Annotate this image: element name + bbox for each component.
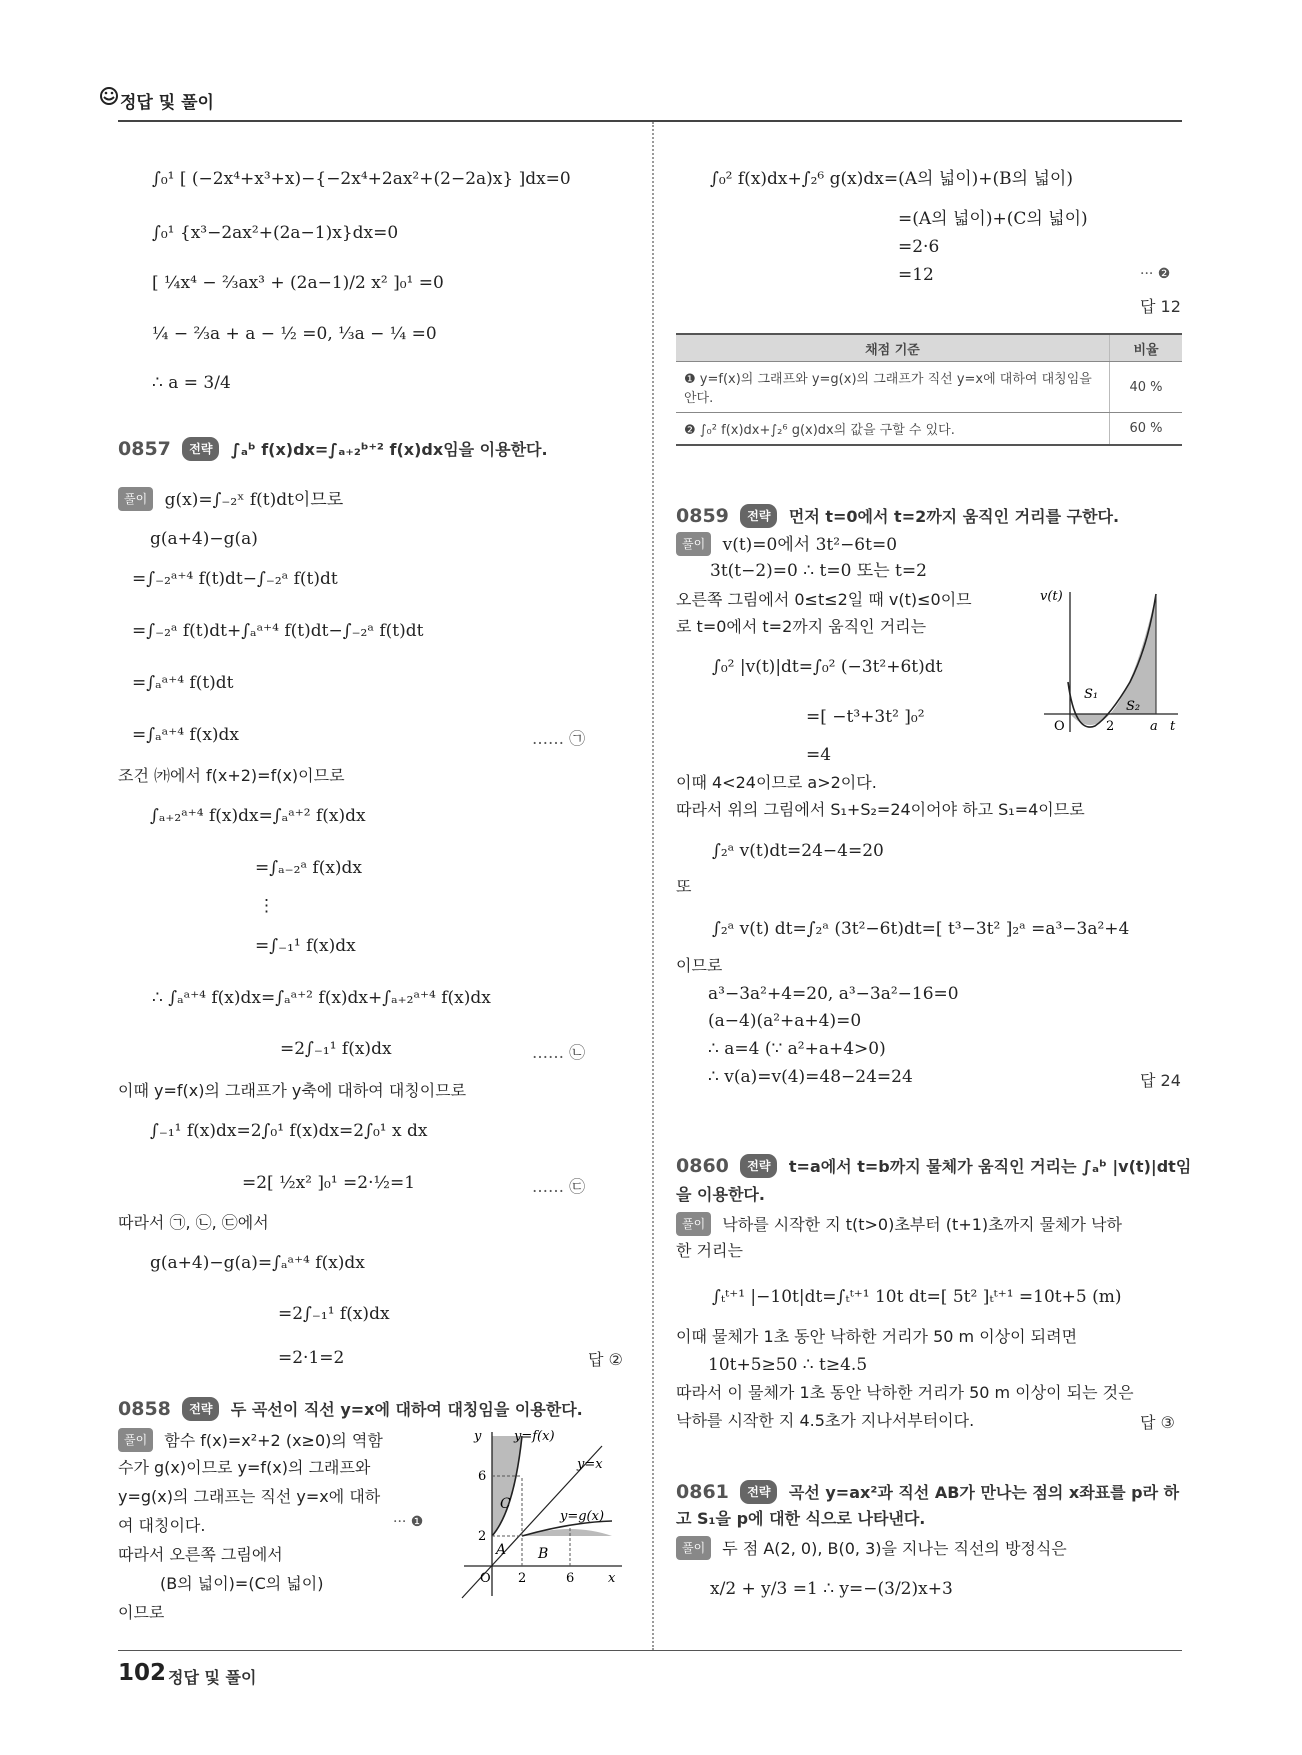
answer-0860: 답 ③: [1140, 1413, 1175, 1432]
graph-0859: [1040, 586, 1182, 734]
solution-line: a³−3a²+4=20, a³−3a²−16=0: [708, 984, 959, 1004]
solution-line: =(A의 넓이)+(C의 넓이): [898, 209, 1088, 229]
problem-0858-heading: [118, 1397, 583, 1421]
solution-line: 수가 g(x)이므로 y=f(x)의 그래프와: [118, 1458, 371, 1477]
solution-line: (B의 넓이)=(C의 넓이): [160, 1574, 324, 1593]
answer-0857: 답 ②: [588, 1350, 623, 1369]
graph-label: v(t): [1040, 589, 1063, 604]
strategy-tag: 전략: [740, 1154, 777, 1178]
graph-label: 2: [518, 1571, 527, 1586]
solution-line: =∫₋₂ᵃ⁺⁴ f(t)dt−∫₋₂ᵃ f(t)dt: [132, 569, 338, 589]
equation-mark: …… ㉠: [532, 729, 586, 748]
strategy-tag: 전략: [740, 1480, 777, 1504]
problem-0857-heading: [118, 437, 548, 461]
solution-line: g(a+4)−g(a)=∫ₐᵃ⁺⁴ f(x)dx: [150, 1253, 365, 1273]
graph-label: S₁: [1084, 687, 1099, 702]
solution-line: [118, 1428, 383, 1452]
strategy-tag: 전략: [182, 1397, 219, 1421]
solution-line: =2∫₋₁¹ f(x)dx: [280, 1039, 392, 1059]
problem-number: 0858: [118, 1398, 171, 1420]
solution-line: =∫₋₁¹ f(x)dx: [255, 936, 356, 956]
equation-mark: …… ㉡: [532, 1043, 586, 1062]
graph-label: y=x: [577, 1457, 603, 1472]
strategy-hint: 먼저 t=0에서 t=2까지 움직인 거리를 구한다.: [788, 507, 1120, 526]
problem-number: 0859: [676, 505, 729, 527]
graph-label: O: [1054, 719, 1065, 734]
intro-line: [ ¼x⁴ − ⅔ax³ + (2a−1)/2 x² ]₀¹ =0: [152, 273, 444, 293]
solution-line: ∫₀² |v(t)|dt=∫₀² (−3t²+6t)dt: [712, 657, 943, 677]
solution-line: g(a+4)−g(a): [150, 529, 258, 549]
intro-line: ∴ a = 3/4: [152, 373, 231, 393]
strategy-tag: 전략: [740, 504, 777, 528]
problem-number: 0860: [676, 1155, 729, 1177]
scoring-table: [676, 333, 1182, 446]
solution-line: [676, 532, 897, 556]
strategy-hint: ∫ₐᵇ f(x)dx=∫ₐ₊₂ᵇ⁺² f(x)dx임을 이용한다.: [230, 440, 548, 459]
intro-line: ¼ − ⅔a + a − ½ =0, ⅓a − ¼ =0: [152, 324, 437, 344]
solution-line: ∴ a=4 (∵ a²+a+4>0): [708, 1039, 886, 1059]
solution-line: =∫ₐᵃ⁺⁴ f(t)dt: [132, 673, 234, 693]
solution-tag: 풀이: [118, 1428, 153, 1452]
solution-line: =2·6: [898, 237, 940, 257]
table-header: 비율: [1110, 334, 1183, 362]
table-row: [676, 413, 1182, 446]
solution-line: =2[ ½x² ]₀¹ =2·½=1: [242, 1173, 416, 1193]
graph-label: y=g(x): [560, 1509, 605, 1524]
solution-line: 여 대칭이다.: [118, 1516, 206, 1535]
solution-line: 3t(t−2)=0 ∴ t=0 또는 t=2: [710, 561, 927, 581]
solution-line: x/2 + y/3 =1 ∴ y=−(3/2)x+3: [710, 1579, 953, 1599]
footer-label: 정답 및 풀이: [168, 1668, 257, 1687]
table-cell: ❷ ∫₀² f(x)dx+∫₂⁶ g(x)dx의 값을 구할 수 있다.: [676, 413, 1110, 446]
strategy-hint-cont: 을 이용한다.: [676, 1185, 765, 1204]
solution-line: 낙하를 시작한 지 4.5초가 지나서부터이다.: [676, 1411, 975, 1430]
graph-label: a: [1150, 719, 1158, 734]
solution-line: 이때 물체가 1초 동안 낙하한 거리가 50 m 이상이 되려면: [676, 1327, 1078, 1346]
problem-0859-heading: [676, 504, 1119, 528]
header-smile-icon: [100, 86, 118, 110]
answer-0858: 답 12: [1140, 297, 1181, 316]
solution-line: 한 거리는: [676, 1241, 743, 1260]
region-C: [492, 1436, 522, 1536]
solution-line: 이므로: [676, 956, 723, 975]
answer-0859: 답 24: [1140, 1071, 1181, 1090]
solution-line: =4: [806, 745, 832, 765]
equation-mark: …… ㉢: [532, 1177, 586, 1196]
solution-text: v(t)=0에서 3t²−6t=0: [722, 535, 898, 555]
solution-line: 따라서 위의 그림에서 S₁+S₂=24이어야 하고 S₁=4이므로: [676, 800, 1085, 819]
solution-line: [118, 487, 343, 511]
graph-label: t: [1170, 719, 1176, 734]
strategy-hint: 두 곡선이 직선 y=x에 대하여 대칭임을 이용한다.: [230, 1400, 583, 1419]
solution-line: 오른쪽 그림에서 0≤t≤2일 때 v(t)≤0이므: [676, 590, 972, 609]
solution-line: ∫₋₁¹ f(x)dx=2∫₀¹ f(x)dx=2∫₀¹ x dx: [150, 1121, 428, 1141]
solution-line: =∫ₐᵃ⁺⁴ f(x)dx: [132, 725, 240, 745]
solution-line: 이므로: [118, 1603, 165, 1622]
solution-line: 이때 4<24이므로 a>2이다.: [676, 773, 877, 792]
solution-line: 로 t=0에서 t=2까지 움직인 거리는: [676, 617, 927, 636]
step-mark: ··· ❷: [1140, 266, 1171, 282]
table-cell: 40 %: [1110, 362, 1183, 413]
solution-line: =2∫₋₁¹ f(x)dx: [278, 1304, 390, 1324]
page-header-title: 정답 및 풀이: [120, 93, 214, 113]
solution-tag: 풀이: [676, 1212, 711, 1236]
table-cell: 60 %: [1110, 413, 1183, 446]
solution-line: ∫ₜᵗ⁺¹ |−10t|dt=∫ₜᵗ⁺¹ 10t dt=[ 5t² ]ₜᵗ⁺¹ =10t+5 (m): [712, 1287, 1122, 1307]
solution-line: [676, 1212, 1122, 1236]
solution-line: 따라서 ㉠, ㉡, ㉢에서: [118, 1213, 269, 1232]
solution-line: ∴ v(a)=v(4)=48−24=24: [708, 1067, 913, 1087]
graph-label: y: [474, 1429, 482, 1444]
strategy-tag: 전략: [182, 437, 219, 461]
graph-tick: 2: [478, 1529, 487, 1544]
graph-label: x: [608, 1571, 616, 1586]
solution-text: 함수 f(x)=x²+2 (x≥0)의 역함: [164, 1431, 383, 1450]
solution-line: 따라서 이 물체가 1초 동안 낙하한 거리가 50 m 이상이 되는 것은: [676, 1383, 1134, 1402]
solution-line: ∫ₐ₊₂ᵃ⁺⁴ f(x)dx=∫ₐᵃ⁺² f(x)dx: [150, 806, 366, 826]
intro-line: ∫₀¹ [ (−2x⁴+x³+x)−{−2x⁴+2ax²+(2−2a)x} ]dx=0: [152, 169, 571, 189]
step-mark: ··· ❶: [393, 1514, 424, 1530]
graph-label: C: [500, 1496, 511, 1512]
region-S2: [1110, 594, 1156, 714]
strategy-hint: 곡선 y=ax²과 직선 AB가 만나는 점의 x좌표를 p라 하: [788, 1483, 1180, 1502]
graph-label: y=f(x): [514, 1429, 555, 1444]
solution-text: 낙하를 시작한 지 t(t>0)초부터 (t+1)초까지 물체가 낙하: [722, 1215, 1122, 1234]
solution-line: =∫₋₂ᵃ f(t)dt+∫ₐᵃ⁺⁴ f(t)dt−∫₋₂ᵃ f(t)dt: [132, 621, 424, 641]
graph-label: 2: [1106, 719, 1115, 734]
solution-line: [676, 1536, 1067, 1560]
graph-tick: 6: [478, 1469, 487, 1484]
graph-0858: [452, 1426, 632, 1602]
solution-line: ∫₂ᵃ v(t)dt=24−4=20: [712, 841, 884, 861]
table-header: 채점 기준: [676, 334, 1110, 362]
solution-line: ∫₂ᵃ v(t) dt=∫₂ᵃ (3t²−6t)dt=[ t³−3t² ]₂ᵃ =a³−3a²+4: [712, 919, 1130, 939]
problem-number: 0861: [676, 1481, 729, 1503]
solution-tag: 풀이: [118, 487, 153, 511]
solution-tag: 풀이: [676, 1536, 711, 1560]
solution-line: 또: [676, 877, 692, 896]
solution-text: g(x)=∫₋₂ˣ f(t)dt이므로: [164, 490, 344, 510]
solution-line: 조건 ㈎에서 f(x+2)=f(x)이므로: [118, 766, 345, 785]
solution-line: y=g(x)의 그래프는 직선 y=x에 대하: [118, 1487, 381, 1506]
solution-line: =∫ₐ₋₂ᵃ f(x)dx: [255, 858, 363, 878]
graph-label: B: [538, 1546, 549, 1562]
solution-line: ∫₀² f(x)dx+∫₂⁶ g(x)dx=(A의 넓이)+(B의 넓이): [710, 169, 1073, 189]
solution-line: 따라서 오른쪽 그림에서: [118, 1545, 283, 1564]
graph-label: O: [480, 1571, 491, 1586]
footer-rule: [118, 1650, 1182, 1651]
solution-line: 10t+5≥50 ∴ t≥4.5: [708, 1355, 868, 1375]
page-number: 102: [118, 1660, 167, 1686]
strategy-hint-cont: 고 S₁을 p에 대한 식으로 나타낸다.: [676, 1509, 926, 1528]
table-cell: ❶ y=f(x)의 그래프와 y=g(x)의 그래프가 직선 y=x에 대하여 대칭임을 안다.: [676, 362, 1110, 413]
solution-line: (a−4)(a²+a+4)=0: [708, 1011, 862, 1031]
solution-line: =[ −t³+3t² ]₀²: [806, 707, 925, 727]
graph-label: A: [496, 1542, 507, 1558]
solution-tag: 풀이: [676, 532, 711, 556]
solution-line: =12: [898, 265, 934, 285]
column-divider: [652, 122, 654, 1650]
solution-text: 두 점 A(2, 0), B(0, 3)을 지나는 직선의 방정식은: [722, 1539, 1067, 1558]
solution-line: 이때 y=f(x)의 그래프가 y축에 대하여 대칭이므로: [118, 1081, 467, 1100]
problem-0860-heading: [676, 1154, 1191, 1178]
header-rule: [118, 120, 1182, 122]
solution-line: ∴ ∫ₐᵃ⁺⁴ f(x)dx=∫ₐᵃ⁺² f(x)dx+∫ₐ₊₂ᵃ⁺⁴ f(x)dx: [152, 988, 491, 1008]
graph-label: S₂: [1126, 699, 1141, 714]
problem-0861-heading: [676, 1480, 1179, 1504]
strategy-hint: t=a에서 t=b까지 물체가 움직인 거리는 ∫ₐᵇ |v(t)|dt임: [788, 1157, 1192, 1176]
solution-line: ⋮: [258, 896, 275, 916]
problem-number: 0857: [118, 438, 171, 460]
table-row: [676, 362, 1182, 413]
graph-label: 6: [566, 1571, 575, 1586]
intro-line: ∫₀¹ {x³−2ax²+(2a−1)x}dx=0: [152, 223, 399, 243]
solution-line: =2·1=2: [278, 1348, 345, 1368]
